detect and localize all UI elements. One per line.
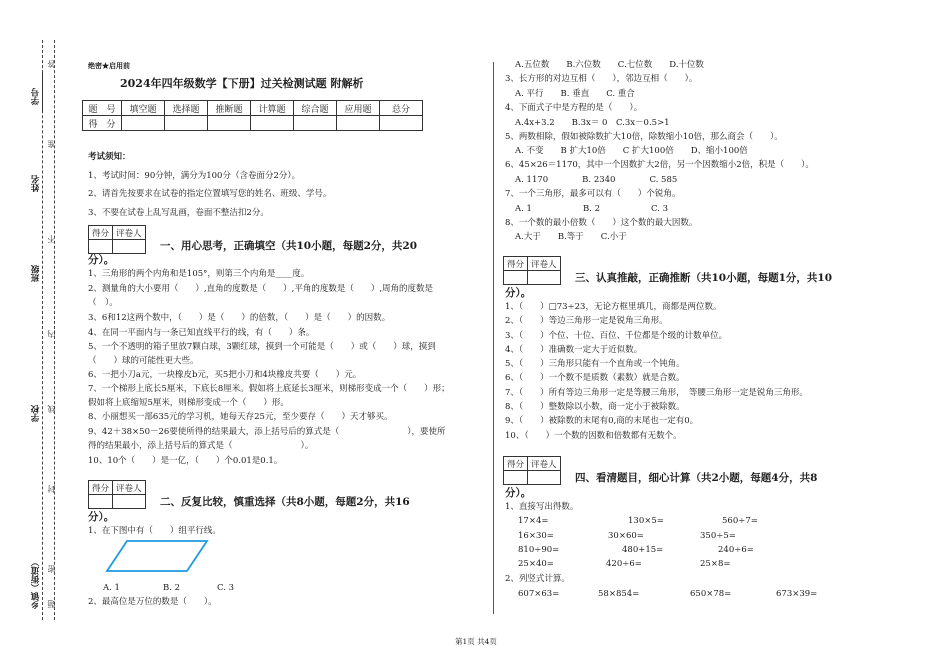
question-line: 5、两数相除，假如被除数扩大10倍，除数缩小10倍，那么商会（ ）。 — [505, 132, 783, 142]
binding-mark: 准 — [47, 140, 56, 148]
grader-box — [503, 256, 561, 285]
question-line: 4、（ ）准确数一定大于近似数。 — [505, 345, 643, 355]
question-line: 9、（ ）被除数的末尾有0,商的末尾也一定有0。 — [505, 416, 699, 426]
question-line: 8、一个数的最小倍数（ ）这个数的最大因数。 — [505, 218, 698, 228]
score-table-cell: 选择题 — [165, 101, 208, 116]
grader-reviewer-cell[interactable] — [113, 240, 146, 254]
score-table-cell: 填空题 — [122, 101, 165, 116]
calc-item: 350÷5= — [700, 531, 736, 541]
township-label: 乡镇（街道） — [31, 558, 41, 609]
question-line: 1、在下图中有（ ）组平行线。 — [88, 526, 221, 536]
question-line: 2、测量角的大小要用（ ）,直角的度数是（ ）,平角的度数是（ ）,周角的度数是 — [88, 284, 434, 294]
question-line: 5、一个不透明的箱子里放7颗白球，3颗红球，摸到一个可能是（ ）或（ ）球，摸到 — [88, 342, 436, 352]
binding-mark: 答 — [47, 60, 56, 68]
question-line: 2、（ ）等边三角形一定是锐角三角形。 — [505, 316, 668, 326]
question-line: A. 1 B. 2 C. 3 — [515, 204, 669, 214]
score-table-cell: 题 号 — [83, 101, 122, 116]
calc-item: 25×8= — [700, 559, 731, 569]
grader-box — [88, 480, 146, 509]
question-line: 8、（ ）整数除以小数，商一定小于被除数。 — [505, 402, 685, 412]
grader-box — [503, 456, 561, 485]
score-input-cell[interactable] — [294, 116, 337, 131]
question-line: 4、下面式子中是方程的是（ ）。 — [505, 103, 643, 113]
calc-item: 607×63= — [518, 589, 560, 599]
question-line: 2、列竖式计算。 — [505, 574, 570, 584]
score-table-cell: 得 分 — [83, 116, 122, 131]
score-input-cell[interactable] — [337, 116, 380, 131]
grader-score-cell[interactable] — [89, 240, 113, 254]
class-label: 班级 — [31, 265, 41, 282]
question-line: 6、一把小刀a元，一块橡皮b元，买5把小刀和4块橡皮共要（ ）元。 — [88, 370, 362, 380]
score-table-cell: 推断题 — [208, 101, 251, 116]
question-line: 1、直接写出得数。 — [505, 502, 579, 512]
question-line: 9、42＋38×50－26要使所得的结果最大，添上括号后的算式是（ ），要使所 — [88, 427, 446, 437]
notice-title: 考试须知： — [88, 152, 131, 162]
question-line: 6、45×26＝1170，其中一个因数扩大2倍，另一个因数缩小2倍，积是（ ）。 — [505, 160, 814, 170]
binding-mark: 线 — [47, 405, 56, 413]
score-table-header-row — [83, 101, 423, 116]
question-line: （ ）。 — [88, 298, 118, 308]
option-b: B. 2 — [163, 583, 181, 593]
question-line: 1、（ ）□73÷23，无论方框里填几，商都是两位数。 — [505, 302, 722, 312]
question-line: A.五位数 B.六位数 C.七位数 D.十位数 — [515, 60, 704, 70]
calc-item: 810÷90= — [518, 545, 560, 555]
grader-score-cell[interactable] — [89, 495, 113, 509]
name-label: 姓名 — [31, 175, 41, 192]
score-table-cell: 计算题 — [251, 101, 294, 116]
calc-item: 130×5= — [628, 516, 664, 526]
question-line: 7、一个三角形，最多可以有（ ）个锐角。 — [505, 189, 681, 199]
grader-box — [88, 225, 146, 254]
grader-score-label: 得分 — [504, 257, 528, 271]
grader-reviewer-cell[interactable] — [528, 471, 561, 485]
question-line: A.大于 B.等于 C.小于 — [515, 232, 627, 242]
question-line: 3、（ ）个位、十位、百位、千位都是个级的计数单位。 — [505, 331, 728, 341]
binding-mark: 密 — [47, 565, 56, 573]
binding-mark: 题 — [47, 600, 56, 608]
section4-title-cont: 分）。 — [505, 487, 532, 499]
calc-item: 25×40= — [518, 559, 554, 569]
calc-item: 240÷6= — [718, 545, 754, 555]
column-divider — [493, 62, 494, 614]
question-line: 2、最高位是万位的数是（ ）。 — [88, 597, 217, 607]
school-label: 学校 — [31, 405, 41, 422]
question-line: A. 平行 B. 垂直 C. 重合 — [515, 89, 635, 99]
calc-item: 673×39= — [776, 589, 818, 599]
score-input-cell[interactable] — [122, 116, 165, 131]
question-line: 7、一个梯形上底长5厘米，下底长8厘米。假如将上底延长3厘米，则梯形变成一个（ ）形； — [88, 384, 450, 394]
score-table-score-row — [83, 116, 423, 131]
question-line: A. 不变 B 扩大10倍 C 扩大100倍 D、缩小100倍 — [515, 146, 748, 156]
calc-item: 420÷6= — [606, 559, 642, 569]
question-line: 假如将上底缩短5厘米，则梯形变成一个（ ）形。 — [88, 398, 289, 408]
score-input-cell[interactable] — [165, 116, 208, 131]
grader-score-label: 得分 — [504, 457, 528, 471]
question-line: 7、（ ）所有等边三角形一定是等腰三角形， 等腰三角形一定是锐角三角形。 — [505, 388, 808, 398]
question-line: （ ）球的可能性更大些。 — [88, 356, 199, 366]
question-line: 10、10个（ ）是一亿，（ ）个0.01是0.1。 — [88, 456, 283, 466]
question-line: 4、在同一平面内与一条已知直线平行的线，有（ ）条。 — [88, 328, 315, 338]
section1-title: 一、用心思考，正确填空（共10小题，每题2分，共20 — [160, 240, 418, 252]
calc-item: 560÷7= — [722, 516, 758, 526]
score-input-cell[interactable] — [251, 116, 294, 131]
grader-score-cell[interactable] — [504, 471, 528, 485]
question-line: 得的结果最小，添上括号后的算式是（ ）。 — [88, 441, 314, 451]
notice-item: 3、不要在试卷上乱写乱画，卷面不整洁扣2分。 — [88, 208, 269, 218]
question-line: 1、三角形的两个内角和是105°，则第三个内角是____度。 — [88, 269, 310, 279]
grader-reviewer-label: 评卷人 — [113, 226, 146, 240]
question-line: A.4x+3.2 B.3x＝ 0 C.3x－0.5>1 — [515, 118, 670, 128]
grader-reviewer-label: 评卷人 — [528, 457, 561, 471]
calc-item: 650×78= — [690, 589, 732, 599]
calc-item: 16×30= — [518, 531, 554, 541]
parallelogram-figure — [105, 538, 210, 574]
grader-reviewer-cell[interactable] — [528, 271, 561, 285]
score-table-cell: 总分 — [380, 101, 423, 116]
question-line: 8、小丽想买一部635元的学习机，她每天存25元，至少要存（ ）天才够买。 — [88, 412, 393, 422]
binding-mark: 不 — [47, 235, 56, 243]
section1-title-cont: 分）。 — [88, 254, 115, 266]
binding-line-outer — [42, 40, 43, 620]
student-id-field[interactable] — [42, 72, 43, 112]
section3-title: 三、认真推敲，正确推断（共10小题，每题1分，共10 — [575, 272, 833, 284]
section4-title: 四、看清题目，细心计算（共2小题，每题4分，共8 — [575, 472, 818, 484]
score-table-cell: 应用题 — [337, 101, 380, 116]
question-line: 10、（ ）一个数的因数和倍数都有无数个。 — [505, 431, 682, 441]
grader-score-label: 得分 — [89, 481, 113, 495]
grader-score-label: 得分 — [89, 226, 113, 240]
score-table — [82, 100, 423, 131]
student-id-label: 学号 — [31, 88, 41, 105]
secret-label: 绝密★启用前 — [88, 61, 130, 70]
grader-reviewer-cell[interactable] — [113, 495, 146, 509]
question-line: 3、6和12这两个数中，（ ）是（ ）的倍数，（ ）是（ ）的因数。 — [88, 313, 391, 323]
page-number: 第1页 共4页 — [455, 637, 497, 646]
binding-mark: 封 — [47, 485, 56, 493]
option-a: A. 1 — [103, 583, 120, 593]
question-line: 6、（ ）一个数不是质数（素数）就是合数。 — [505, 373, 685, 383]
score-input-cell[interactable] — [380, 116, 423, 131]
section3-title-cont: 分）。 — [505, 287, 532, 299]
question-line: 3、长方形的对边互相（ ），邻边互相（ ）。 — [505, 74, 698, 84]
calc-item: 58×854= — [598, 589, 640, 599]
section2-title-cont: 分）。 — [88, 511, 115, 523]
question-line: 5、（ ）三角形只能有一个直角或一个钝角。 — [505, 359, 685, 369]
score-table-cell: 综合题 — [294, 101, 337, 116]
section2-title: 二、反复比较，慎重选择（共8小题，每题2分，共16 — [160, 496, 410, 508]
binding-mark: 内 — [47, 330, 56, 338]
page-title: 2024年四年级数学【下册】过关检测试题 附解析 — [120, 77, 364, 90]
score-input-cell[interactable] — [208, 116, 251, 131]
grader-score-cell[interactable] — [504, 271, 528, 285]
notice-item: 1、考试时间：90分钟，满分为100分（含卷面分2分）。 — [88, 171, 301, 181]
grader-reviewer-label: 评卷人 — [113, 481, 146, 495]
calc-item: 480+15= — [622, 545, 664, 555]
notice-item: 2、请首先按要求在试卷的指定位置填写您的姓名、班级、学号。 — [88, 189, 332, 199]
question-line: A. 1170 B. 2340 C. 585 — [515, 175, 678, 185]
calc-item: 17×4= — [518, 516, 549, 526]
calc-item: 30×60= — [608, 531, 644, 541]
grader-reviewer-label: 评卷人 — [528, 257, 561, 271]
option-c: C. 3 — [217, 583, 235, 593]
